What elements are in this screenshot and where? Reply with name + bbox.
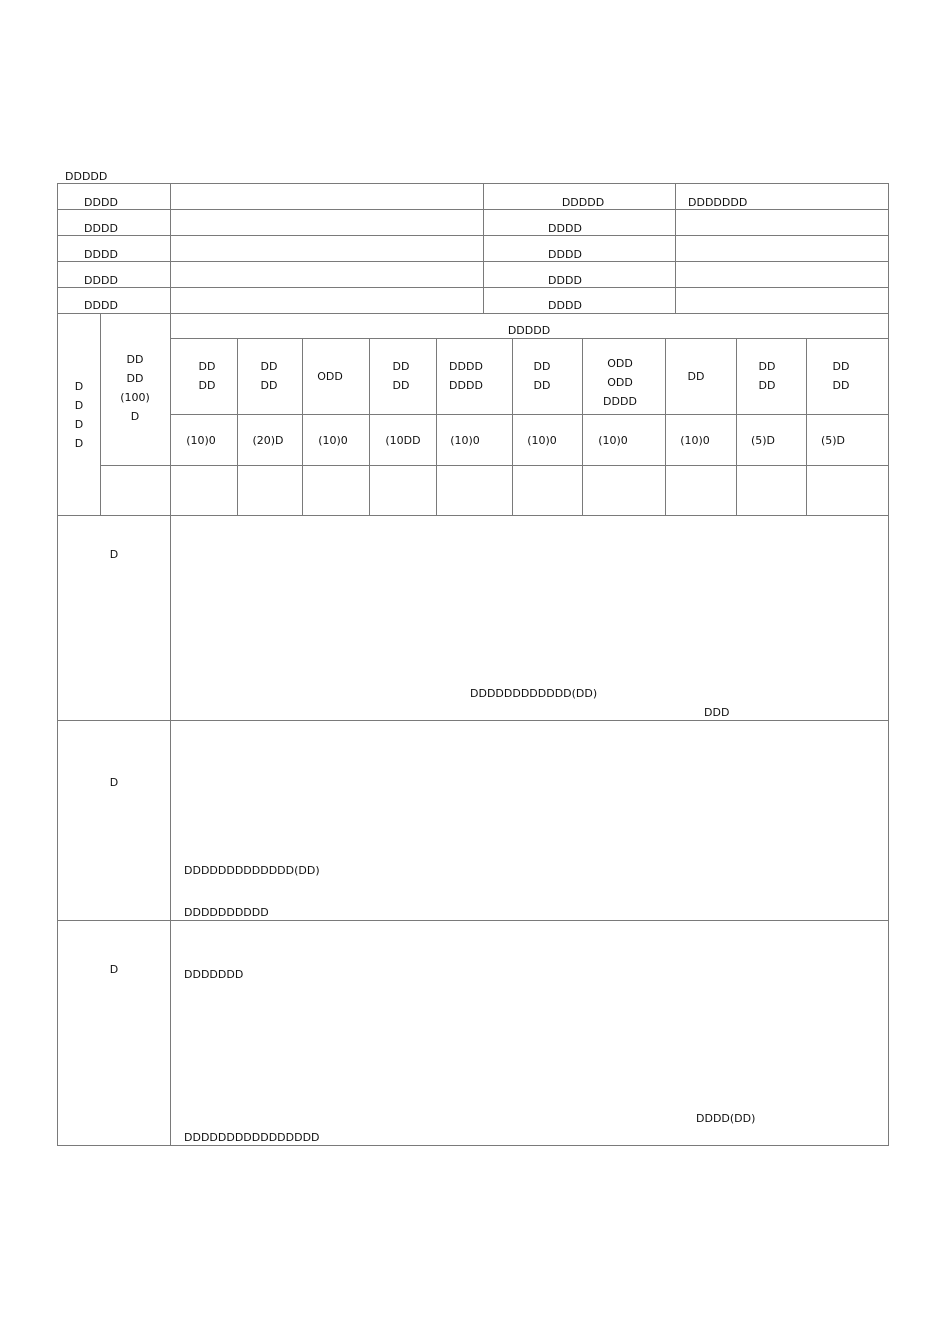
info-label-right: DDDDD bbox=[561, 196, 605, 209]
opinion-date-line: DDDDDDDDDD bbox=[184, 906, 269, 919]
info-label-right: DDDD bbox=[548, 299, 582, 312]
score-item-name: ODD bbox=[317, 370, 343, 383]
form-title: DDDDD bbox=[65, 170, 108, 183]
total-score-label: DD DD (100) D bbox=[120, 353, 150, 423]
opinion-signature-line: DDDDDDDDDDDD(DD) bbox=[470, 687, 598, 700]
score-item-name: DD DD bbox=[392, 360, 410, 392]
score-item-name: DD DD bbox=[533, 360, 551, 392]
score-item-name: DD DD bbox=[198, 360, 216, 392]
opinion-label: D bbox=[109, 776, 119, 789]
opinion-label: D bbox=[109, 963, 119, 976]
score-group-header: DDDDD bbox=[507, 324, 551, 337]
info-label-right: DDDD bbox=[548, 274, 582, 287]
score-item-name: DDDD DDDD bbox=[449, 360, 483, 392]
opinion-date-line: DDD bbox=[704, 706, 730, 719]
info-label: DDDD bbox=[84, 222, 118, 235]
score-item-name: DD bbox=[687, 370, 705, 383]
score-item-points: (10)0 bbox=[598, 434, 628, 447]
score-item-points: (20)D bbox=[252, 434, 284, 447]
score-item-name: DD DD bbox=[758, 360, 776, 392]
score-item-points: (5)D bbox=[820, 434, 846, 447]
info-label: DDDD bbox=[84, 196, 118, 209]
score-side-label: D D D D bbox=[74, 380, 84, 450]
info-label-right: DDDD bbox=[548, 222, 582, 235]
score-item-points: (10)0 bbox=[186, 434, 216, 447]
score-item-points: (10)0 bbox=[450, 434, 480, 447]
opinion-signature-line: DDDD(DD) bbox=[696, 1112, 756, 1125]
opinion-signature-line: DDDDDDDDDDDDD(DD) bbox=[184, 864, 320, 877]
opinion-date-line: DDDDDDDDDDDDDDDD bbox=[184, 1131, 320, 1144]
opinion-label: D bbox=[109, 548, 119, 561]
info-label: DDDD bbox=[84, 299, 118, 312]
score-item-name: DD DD bbox=[832, 360, 850, 392]
opinion-text: DDDDDDD bbox=[184, 968, 244, 981]
score-item-name: DD DD bbox=[260, 360, 278, 392]
score-item-points: (10)0 bbox=[318, 434, 348, 447]
score-item-points: (5)D bbox=[750, 434, 776, 447]
score-item-name: ODD ODD DDDD bbox=[603, 357, 637, 408]
info-label: DDDD bbox=[84, 274, 118, 287]
score-item-points: (10)0 bbox=[527, 434, 557, 447]
score-item-points: (10DD bbox=[385, 434, 421, 447]
info-label-right: DDDD bbox=[548, 248, 582, 261]
info-value-right: DDDDDDD bbox=[688, 196, 748, 209]
info-label: DDDD bbox=[84, 248, 118, 261]
score-item-points: (10)0 bbox=[680, 434, 710, 447]
